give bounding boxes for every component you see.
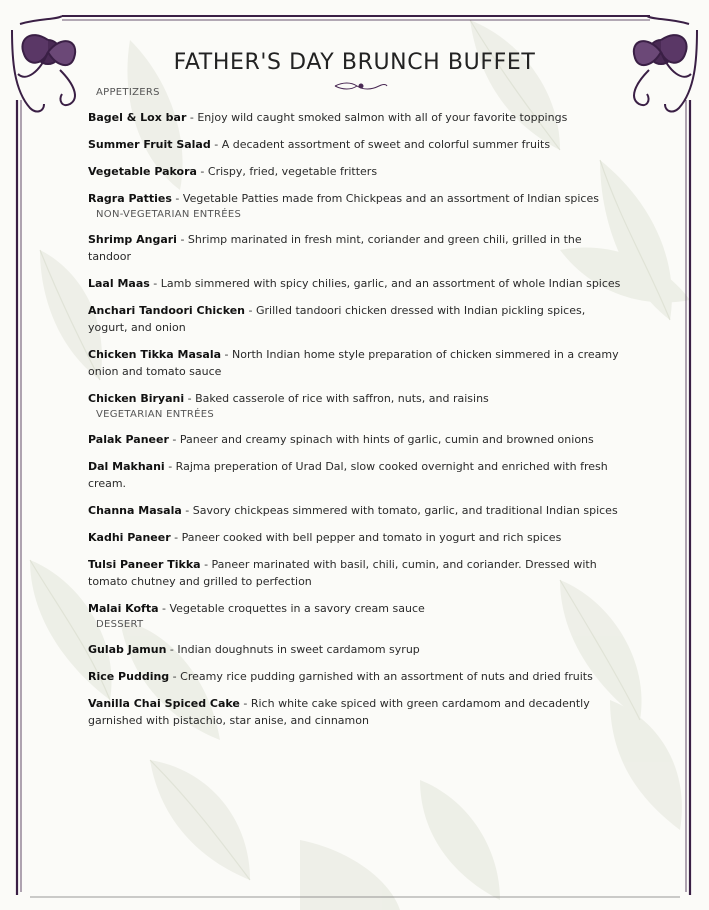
menu-item: Ragra Patties - Vegetable Patties made from Chickpeas and an assortment of Indian spices [88, 192, 599, 205]
item-name: Gulab Jamun [88, 643, 167, 656]
item-description: Enjoy wild caught smoked salmon with all of your favorite toppings [197, 111, 568, 124]
section-label-dessert: DESSERT [96, 619, 144, 630]
item-name: Chicken Tikka Masala [88, 348, 222, 361]
item-description: Creamy rice pudding garnished with an assortment of nuts and dried fruits [180, 670, 593, 683]
item-name: Laal Maas [88, 277, 150, 290]
item-name: Vanilla Chai Spiced Cake [88, 697, 240, 710]
item-name: Dal Makhani [88, 460, 165, 473]
item-name: Bagel & Lox bar [88, 111, 187, 124]
item-name: Ragra Patties [88, 192, 172, 205]
menu-item: Tulsi Paneer Tikka - Paneer marinated with basil, chili, cumin, and coriander. Dressed with tomato chutney and grilled to perfection [88, 558, 597, 588]
item-description: Grilled tandoori chicken dressed with Indian pickling spices, yogurt, and onion [88, 304, 586, 334]
item-description: Paneer cooked with bell pepper and tomato in yogurt and rich spices [181, 531, 562, 544]
menu-item: Vegetable Pakora - Crispy, fried, vegetable fritters [88, 165, 378, 178]
item-name: Rice Pudding [88, 670, 170, 683]
section-label-non-vegetarian-entrees: NON-VEGETARIAN ENTRÉES [96, 209, 242, 220]
menu-item: Summer Fruit Salad - A decadent assortment of sweet and colorful summer fruits [88, 138, 551, 151]
menu-item: Gulab Jamun - Indian doughnuts in sweet cardamom syrup [88, 643, 420, 656]
item-description: Paneer marinated with basil, chili, cumin, and coriander. Dressed with tomato chutney and grilled to perfection [88, 558, 597, 588]
menu-item: Bagel & Lox bar - Enjoy wild caught smoked salmon with all of your favorite toppings [88, 111, 568, 124]
section-label-vegetarian-entrees: VEGETARIAN ENTRÉES [96, 409, 215, 420]
item-description: Rajma preperation of Urad Dal, slow cooked overnight and enriched with fresh cream. [88, 460, 608, 490]
menu-item: Chicken Biryani - Baked casserole of rice with saffron, nuts, and raisins [88, 392, 489, 405]
item-description: Paneer and creamy spinach with hints of garlic, cumin and browned onions [179, 433, 594, 446]
item-description: Vegetable Patties made from Chickpeas and an assortment of Indian spices [182, 192, 599, 205]
menu-item: Chicken Tikka Masala - North Indian home style preparation of chicken simmered in a creamy onion and tomato sauce [88, 348, 619, 378]
menu-item: Laal Maas - Lamb simmered with spicy chilies, garlic, and an assortment of whole Indian spices [88, 277, 621, 290]
item-description: Baked casserole of rice with saffron, nuts, and raisins [195, 392, 489, 405]
section-label-appetizers: APPETIZERS [96, 87, 160, 98]
item-description: Rich white cake spiced with green cardamom and decadently garnished with pistachio, star anise, and cinnamon [88, 697, 590, 727]
menu-item: Kadhi Paneer - Paneer cooked with bell pepper and tomato in yogurt and rich spices [88, 531, 562, 544]
menu-item: Channa Masala - Savory chickpeas simmered with tomato, garlic, and traditional Indian spices [88, 504, 618, 517]
item-description: Vegetable croquettes in a savory cream sauce [169, 602, 425, 615]
item-name: Malai Kofta [88, 602, 159, 615]
menu-content [88, 85, 628, 739]
menu-item: Shrimp Angari - Shrimp marinated in fresh mint, coriander and green chili, grilled in the tandoor [88, 233, 582, 263]
item-name: Tulsi Paneer Tikka [88, 558, 201, 571]
item-description: Shrimp marinated in fresh mint, coriander and green chili, grilled in the tandoor [88, 233, 582, 263]
item-name: Chicken Biryani [88, 392, 185, 405]
menu-item: Dal Makhani - Rajma preperation of Urad Dal, slow cooked overnight and enriched with fresh cream. [88, 460, 608, 490]
menu-item: Rice Pudding - Creamy rice pudding garnished with an assortment of nuts and dried fruits [88, 670, 593, 683]
menu-item: Palak Paneer - Paneer and creamy spinach with hints of garlic, cumin and browned onions [88, 433, 594, 446]
item-name: Palak Paneer [88, 433, 169, 446]
page-title: FATHER'S DAY BRUNCH BUFFET [173, 50, 536, 75]
item-name: Summer Fruit Salad [88, 138, 211, 151]
item-name: Kadhi Paneer [88, 531, 171, 544]
item-description: A decadent assortment of sweet and colorful summer fruits [221, 138, 551, 151]
item-name: Channa Masala [88, 504, 182, 517]
item-name: Anchari Tandoori Chicken [88, 304, 246, 317]
item-description: Indian doughnuts in sweet cardamom syrup [177, 643, 420, 656]
item-name: Shrimp Angari [88, 233, 177, 246]
item-description: Crispy, fried, vegetable fritters [207, 165, 378, 178]
item-description: North Indian home style preparation of chicken simmered in a creamy onion and tomato sauce [88, 348, 619, 378]
item-description: Savory chickpeas simmered with tomato, garlic, and traditional Indian spices [192, 504, 618, 517]
item-name: Vegetable Pakora [88, 165, 197, 178]
menu-item: Malai Kofta - Vegetable croquettes in a savory cream sauce [88, 602, 425, 615]
menu-item: Anchari Tandoori Chicken - Grilled tandoori chicken dressed with Indian pickling spices, yogurt, and onion [88, 304, 586, 334]
item-description: Lamb simmered with spicy chilies, garlic, and an assortment of whole Indian spices [160, 277, 621, 290]
menu-item: Vanilla Chai Spiced Cake - Rich white cake spiced with green cardamom and decadently garnished with pistachio, star anise, and cinnamon [88, 697, 590, 727]
